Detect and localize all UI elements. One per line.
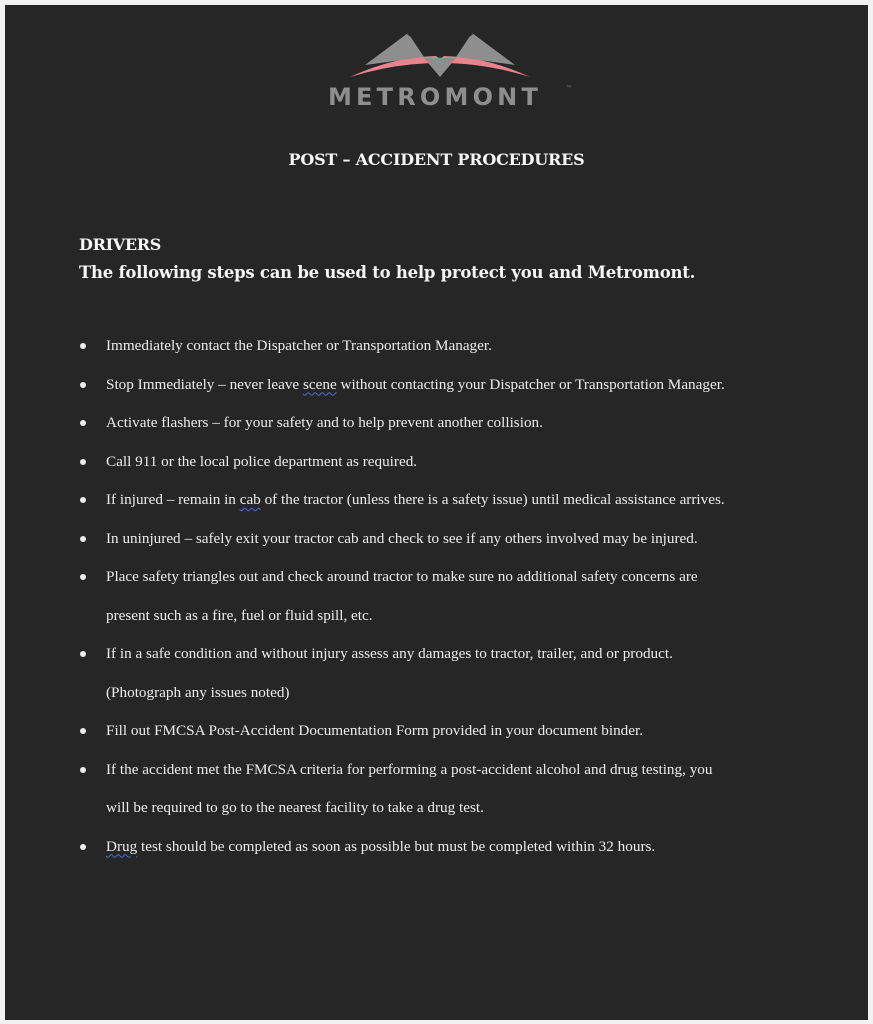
- list-item: [75, 558, 835, 635]
- list-item: [75, 404, 835, 443]
- logo-trademark: ™: [566, 85, 572, 92]
- page-title: POST – ACCIDENT PROCEDURES: [288, 150, 585, 169]
- document-page: [5, 5, 868, 1020]
- bullet-icon: [80, 497, 86, 503]
- logo-mark-icon: [290, 27, 590, 85]
- bullet-icon: [80, 536, 86, 542]
- list-item-text: If in a safe condition and without injury assess any damages to tractor, trailer, and or product.: [106, 645, 673, 662]
- list-item: [75, 481, 835, 520]
- list-item-text: Call 911 or the local police department as required.: [106, 452, 418, 470]
- list-item: [75, 828, 835, 867]
- logo-wordmark: METROMONT: [327, 83, 543, 111]
- bullet-icon: [80, 651, 86, 657]
- list-item-text: Activate flashers – for your safety and to help prevent another collision.: [106, 414, 543, 431]
- procedure-list: [75, 327, 835, 866]
- list-item-text: [106, 828, 835, 867]
- bullet-icon: [80, 844, 86, 850]
- list-item-text: If the accident met the FMCSA criteria for performing a post-accident alcohol and drug testing, you: [106, 760, 713, 778]
- list-item-text: Immediately contact the Dispatcher or Transportation Manager.: [106, 337, 492, 354]
- list-item: [75, 443, 835, 482]
- text-segment: Stop Immediately – never leave: [106, 375, 303, 393]
- list-item-text-continued: will be required to go to the nearest facility to take a drug test.: [106, 799, 484, 816]
- bullet-icon: [80, 420, 86, 426]
- list-item-text: Fill out FMCSA Post-Accident Documentation Form provided in your document binder.: [106, 722, 644, 739]
- text-segment: test should be completed as soon as possible but must be completed within 32 hours.: [137, 837, 656, 855]
- text-segment: If injured – remain in: [106, 491, 240, 508]
- metromont-logo: [290, 27, 590, 115]
- list-item-text-continued: (Photograph any issues noted): [106, 683, 290, 701]
- text-segment: of the tractor (unless there is a safety issue) until medical assistance arrives.: [260, 491, 725, 508]
- spellcheck-flagged-word[interactable]: scene: [302, 375, 337, 393]
- bullet-icon: [80, 728, 86, 734]
- text-segment: without contacting your Dispatcher or Transportation Manager.: [336, 375, 725, 393]
- list-item-text: In uninjured – safely exit your tractor cab and check to see if any others involved may be injured.: [106, 529, 698, 547]
- list-item: [75, 520, 835, 559]
- list-item-text-continued: present such as a fire, fuel or fluid spill, etc.: [106, 606, 373, 624]
- list-item: [75, 366, 835, 405]
- spellcheck-flagged-word[interactable]: Drug: [106, 837, 138, 855]
- bullet-icon: [80, 343, 86, 349]
- section-heading: DRIVERS: [79, 235, 162, 254]
- logo-center: [424, 58, 456, 77]
- list-item: [75, 327, 835, 366]
- list-item: [75, 635, 835, 712]
- list-item-text: [106, 366, 835, 405]
- spellcheck-flagged-word[interactable]: cab: [239, 491, 261, 508]
- section-subheading: The following steps can be used to help protect you and Metromont.: [79, 263, 696, 282]
- list-item: [75, 751, 835, 828]
- list-item-text: [106, 481, 835, 520]
- list-item: [75, 712, 835, 751]
- bullet-icon: [80, 382, 86, 388]
- list-item-text: Place safety triangles out and check around tractor to make sure no additional safety concerns are: [106, 568, 698, 585]
- bullet-icon: [80, 459, 86, 465]
- bullet-icon: [80, 574, 86, 580]
- bullet-icon: [80, 767, 86, 773]
